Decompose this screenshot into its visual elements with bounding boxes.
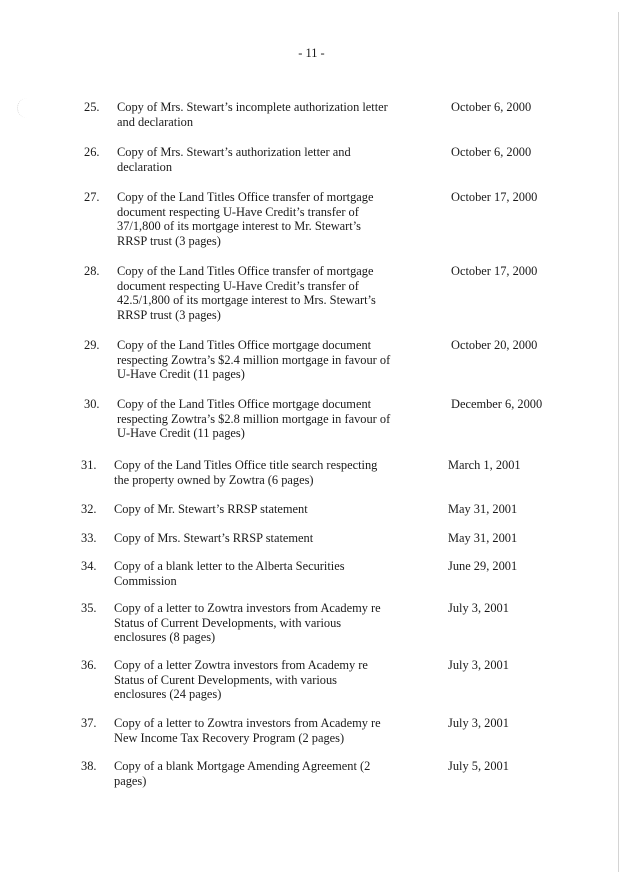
description-line: respecting Zowtra’s $2.4 million mortgage in favour of — [117, 352, 391, 367]
item-date: October 17, 2000 — [451, 190, 538, 204]
description-line: RRSP trust (3 pages) — [117, 307, 221, 322]
item-description — [114, 716, 414, 745]
description-line: 42.5/1,800 of its mortgage interest to Mrs. Stewart’s — [117, 293, 376, 308]
description-line: and declaration — [117, 114, 194, 129]
item-number: 31. — [81, 458, 97, 472]
description-line: Status of Current Developments, with various — [114, 615, 342, 630]
item-number: 36. — [81, 658, 97, 672]
description-line: Copy of Mrs. Stewart’s authorization letter and — [117, 145, 351, 159]
description-line: Copy of a letter Zowtra investors from Academy re — [114, 658, 368, 672]
item-number: 33. — [81, 531, 97, 545]
description-line: Copy of the Land Titles Office mortgage document — [117, 338, 372, 352]
scan-punch-mark — [17, 98, 28, 118]
item-date: March 1, 2001 — [448, 458, 521, 472]
item-number: 34. — [81, 559, 97, 573]
item-description — [117, 338, 417, 382]
item-description — [114, 601, 414, 645]
description-line: Copy of the Land Titles Office title search respecting — [114, 458, 378, 472]
description-line: Copy of Mrs. Stewart’s RRSP statement — [114, 531, 314, 545]
description-line: Copy of a letter to Zowtra investors from Academy re — [114, 601, 381, 615]
scan-edge-line — [618, 12, 619, 872]
description-line: Copy of a blank letter to the Alberta Securities — [114, 559, 345, 573]
item-description — [114, 502, 414, 517]
item-date: July 3, 2001 — [448, 716, 509, 730]
item-number: 25. — [84, 100, 100, 114]
item-description — [117, 145, 417, 174]
item-description — [117, 264, 417, 322]
item-date: December 6, 2000 — [451, 397, 543, 411]
item-date: July 5, 2001 — [448, 759, 509, 773]
item-date: July 3, 2001 — [448, 601, 509, 615]
item-date: July 3, 2001 — [448, 658, 509, 672]
item-number: 35. — [81, 601, 97, 615]
item-number: 37. — [81, 716, 97, 730]
item-date: October 6, 2000 — [451, 145, 532, 159]
description-line: enclosures (24 pages) — [114, 687, 222, 702]
description-line: Copy of the Land Titles Office transfer of mortgage — [117, 190, 374, 204]
item-description — [117, 397, 417, 441]
item-date: October 6, 2000 — [451, 100, 532, 114]
description-line: document respecting U-Have Credit’s transfer of — [117, 204, 359, 219]
description-line: RRSP trust (3 pages) — [117, 233, 221, 248]
description-line: Status of Curent Developments, with various — [114, 672, 338, 687]
description-line: respecting Zowtra’s $2.8 million mortgage in favour of — [117, 411, 391, 426]
description-line: U-Have Credit (11 pages) — [117, 367, 245, 382]
item-number: 30. — [84, 397, 100, 411]
item-description — [117, 100, 417, 129]
item-date: October 17, 2000 — [451, 264, 538, 278]
description-line: enclosures (8 pages) — [114, 630, 216, 645]
item-date: May 31, 2001 — [448, 531, 518, 545]
description-line: Copy of the Land Titles Office mortgage document — [117, 397, 372, 411]
description-line: Copy of the Land Titles Office transfer of mortgage — [117, 264, 374, 278]
description-line: 37/1,800 of its mortgage interest to Mr. Stewart’s — [117, 219, 361, 234]
description-line: Copy of Mr. Stewart’s RRSP statement — [114, 502, 308, 516]
item-number: 29. — [84, 338, 100, 352]
item-description — [117, 190, 417, 248]
item-number: 27. — [84, 190, 100, 204]
description-line: declaration — [117, 159, 173, 174]
item-date: June 29, 2001 — [448, 559, 518, 573]
description-line: Copy of Mrs. Stewart’s incomplete authorization letter — [117, 100, 388, 114]
item-number: 38. — [81, 759, 97, 773]
item-number: 32. — [81, 502, 97, 516]
description-line: Copy of a blank Mortgage Amending Agreement (2 — [114, 759, 371, 773]
description-line: New Income Tax Recovery Program (2 pages) — [114, 730, 345, 745]
description-line: the property owned by Zowtra (6 pages) — [114, 472, 314, 487]
item-number: 28. — [84, 264, 100, 278]
item-date: May 31, 2001 — [448, 502, 518, 516]
description-line: Commission — [114, 573, 177, 588]
item-description — [114, 458, 414, 487]
item-description — [114, 559, 414, 588]
description-line: Copy of a letter to Zowtra investors from Academy re — [114, 716, 381, 730]
description-line: U-Have Credit (11 pages) — [117, 426, 245, 441]
page-number: - 11 - — [298, 46, 325, 60]
description-line: pages) — [114, 773, 147, 788]
item-description — [114, 658, 414, 702]
description-line: document respecting U-Have Credit’s transfer of — [117, 278, 359, 293]
item-number: 26. — [84, 145, 100, 159]
item-description — [114, 531, 414, 546]
item-description — [114, 759, 414, 788]
item-date: October 20, 2000 — [451, 338, 538, 352]
